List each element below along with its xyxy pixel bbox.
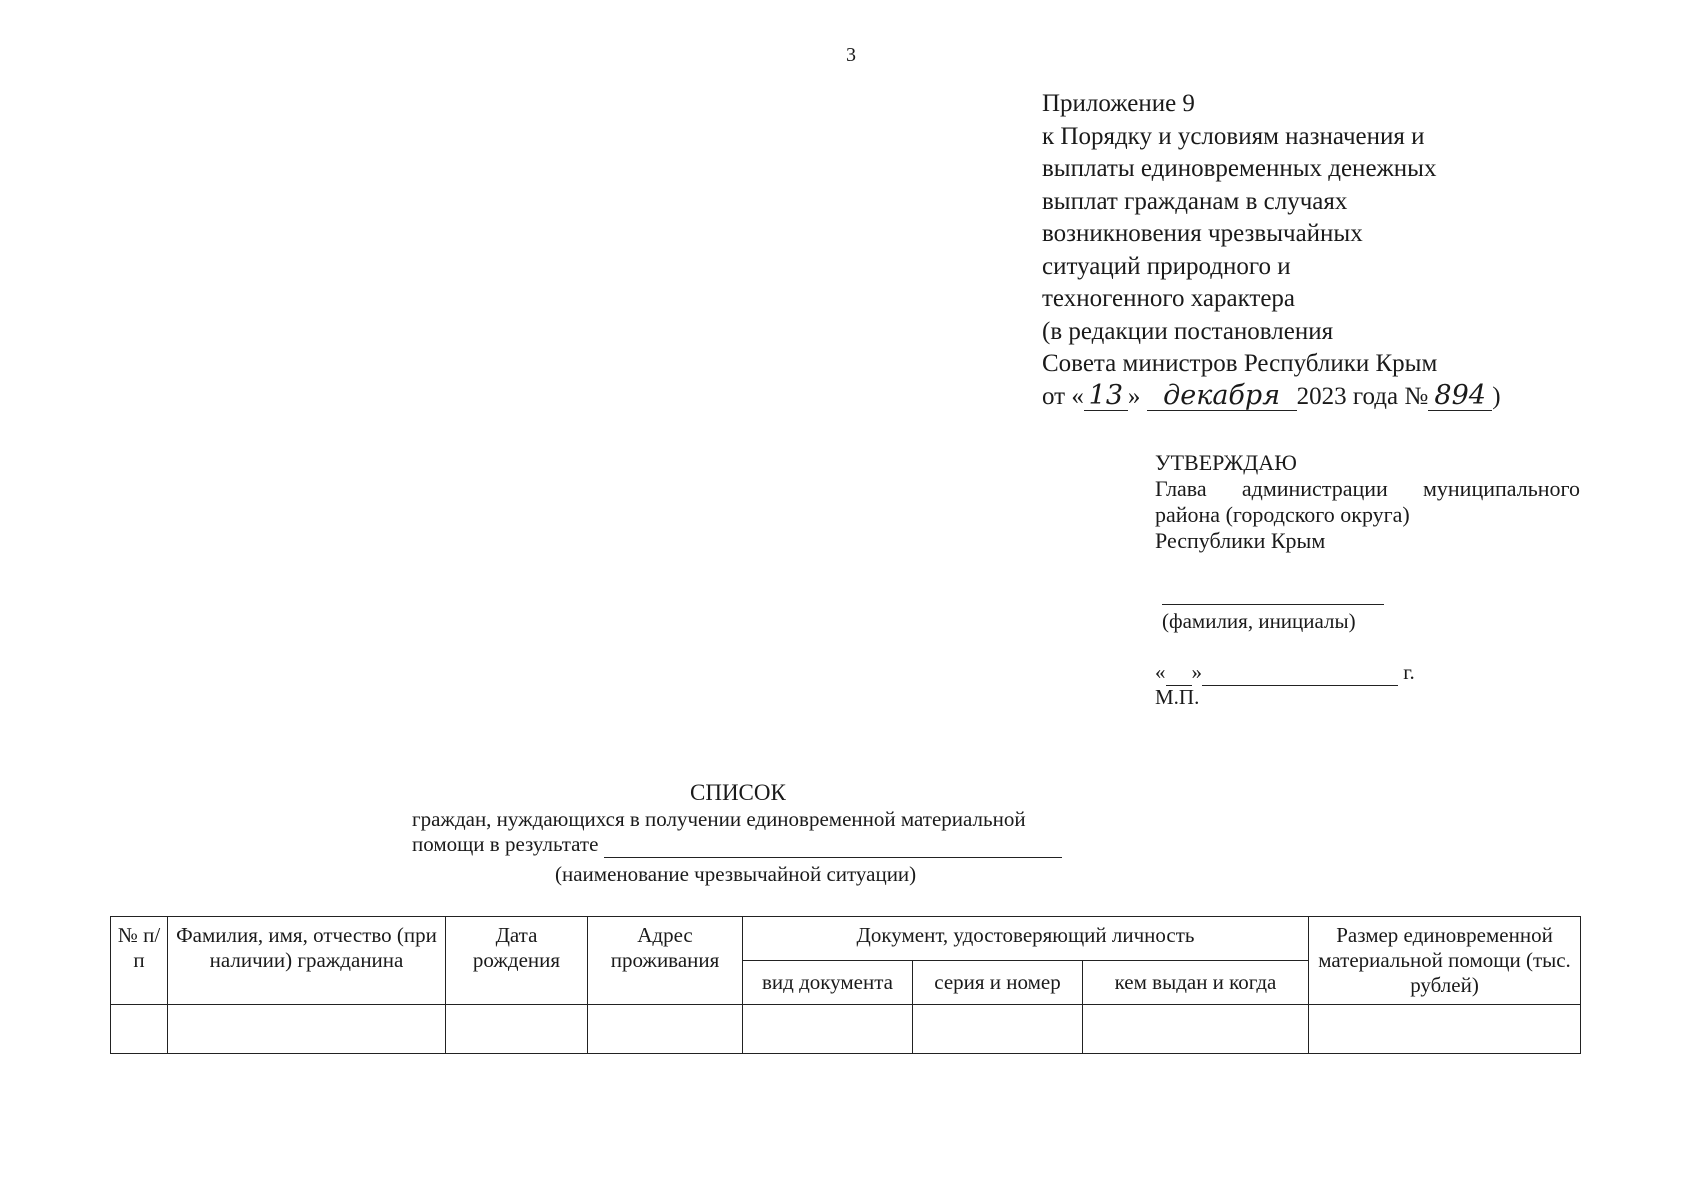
appendix-line: к Порядку и условиям назначения и — [1042, 122, 1425, 150]
date-suffix: ) — [1492, 382, 1501, 410]
approval-line: Республики Крым — [1155, 528, 1326, 553]
table-cell — [588, 1005, 743, 1054]
header-document-series: серия и номер — [913, 961, 1083, 1005]
header-full-name: Фамилия, имя, отчество (при наличии) гражданина — [168, 917, 446, 1005]
list-subtitle-text: помощи в результате — [412, 832, 599, 856]
emergency-name-blank — [604, 832, 1062, 858]
appendix-line: выплаты единовременных денежных — [1042, 155, 1437, 182]
table-cell — [168, 1005, 446, 1054]
header-number: № п/п — [111, 917, 168, 1005]
table-cell — [743, 1005, 913, 1054]
table-header-row — [111, 917, 1581, 961]
signature-line — [1162, 604, 1384, 605]
list-subtitle-line2 — [412, 832, 1062, 858]
date-open-quote: « — [1155, 660, 1166, 684]
page-number: 3 — [846, 44, 856, 66]
appendix-block — [1042, 88, 1501, 413]
table-cell — [111, 1005, 168, 1054]
appendix-line: Совета министров Республики Крым — [1042, 350, 1438, 377]
resolution-date-line — [1042, 381, 1501, 414]
approval-block — [1155, 450, 1580, 554]
table-row — [111, 1005, 1581, 1054]
appendix-line: (в редакции постановления — [1042, 317, 1334, 345]
appendix-line: техногенного характера — [1042, 285, 1296, 312]
header-aid-amount: Размер единовременной материальной помощи (тыс. рублей) — [1309, 917, 1581, 1005]
header-birth-date: Дата рождения — [446, 917, 588, 1005]
header-document-type: вид документа — [743, 961, 913, 1005]
month-year-blank — [1202, 660, 1398, 686]
date-year: 2023 года № — [1296, 382, 1429, 410]
citizens-table — [110, 916, 1581, 1054]
table-cell — [913, 1005, 1083, 1054]
approval-line: Глава администрации муниципального — [1155, 476, 1580, 501]
appendix-line: ситуаций природного и — [1042, 252, 1291, 280]
handwritten-number: 894 — [1428, 382, 1492, 411]
list-title: СПИСОК — [690, 780, 786, 805]
table-cell — [1309, 1005, 1581, 1054]
stamp-place: М.П. — [1155, 685, 1200, 709]
list-subtitle: граждан, нуждающихся в получении единовременной материальной — [412, 807, 1026, 831]
approval-line: района (городского округа) — [1155, 502, 1410, 527]
handwritten-day: 13 — [1084, 382, 1128, 411]
header-identity-document: Документ, удостоверяющий личность — [743, 917, 1309, 961]
handwritten-month: декабря — [1147, 382, 1297, 411]
table-cell — [1083, 1005, 1309, 1054]
appendix-line: выплат гражданам в случаях — [1042, 187, 1348, 215]
day-blank — [1166, 660, 1192, 686]
appendix-line: возникновения чрезвычайных — [1042, 220, 1363, 247]
approval-title: УТВЕРЖДАЮ — [1155, 450, 1297, 475]
year-suffix: г. — [1403, 660, 1415, 684]
date-prefix: от « — [1042, 382, 1084, 410]
header-address: Адрес проживания — [588, 917, 743, 1005]
signature-caption: (фамилия, инициалы) — [1162, 609, 1356, 633]
date-mid: » — [1127, 382, 1141, 410]
emergency-name-caption: (наименование чрезвычайной ситуации) — [555, 862, 917, 886]
appendix-line: Приложение 9 — [1042, 90, 1195, 117]
header-document-issued: кем выдан и когда — [1083, 961, 1309, 1005]
approval-date-line — [1155, 660, 1415, 686]
date-close-quote: » — [1191, 660, 1202, 684]
table-cell — [446, 1005, 588, 1054]
